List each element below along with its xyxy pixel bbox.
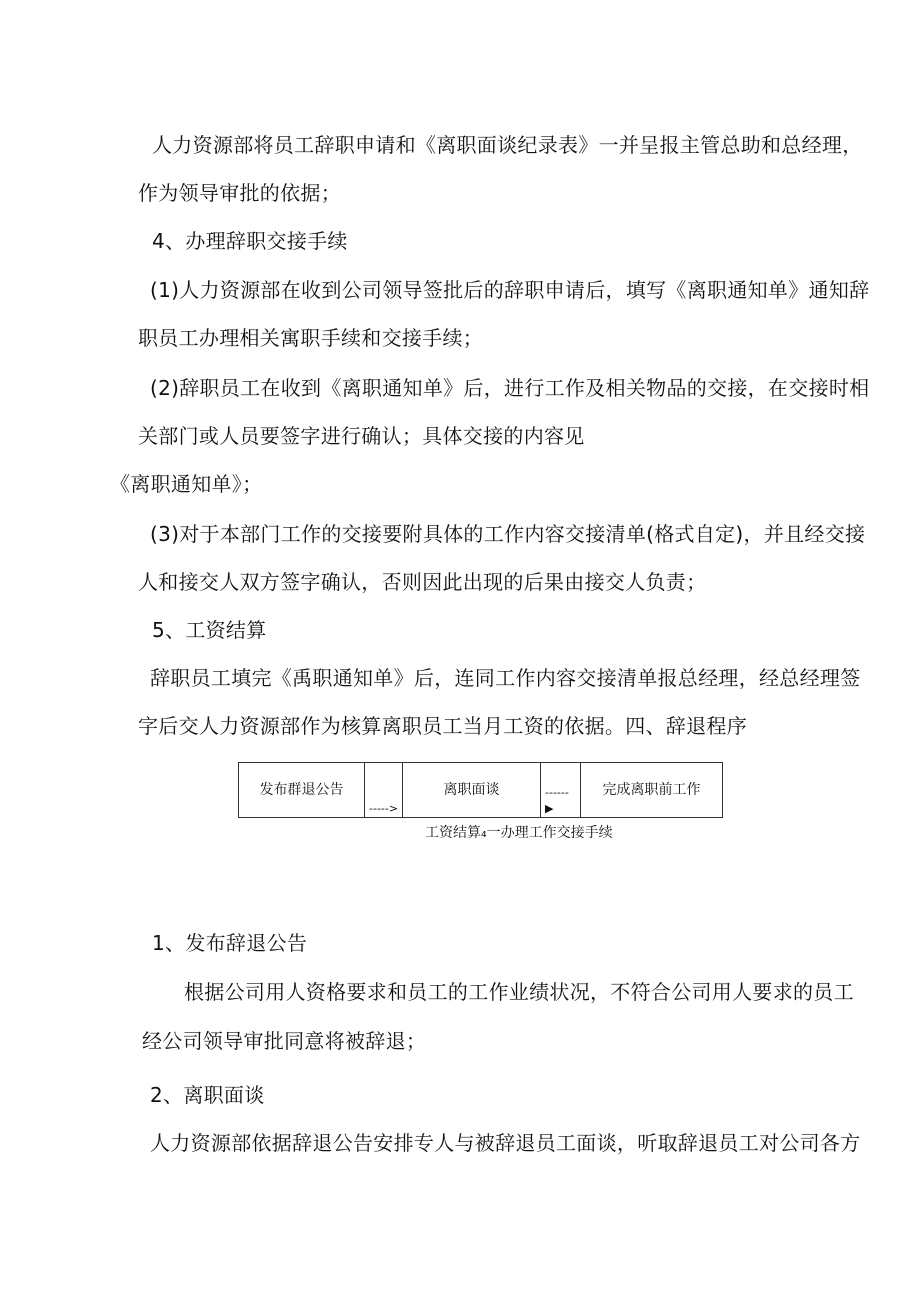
- paragraph-line: 职员工办理相关寓职手续和交接手续；: [138, 326, 484, 350]
- paragraph-line: 作为领导审批的依据；: [138, 181, 341, 205]
- paragraph-line: 根据公司用人资格要求和员工的工作业绩状况，不符合公司用人要求的员工: [184, 980, 854, 1004]
- dismissal-flowchart: [238, 762, 723, 818]
- section-heading: 1、发布辞退公告: [152, 931, 308, 955]
- paragraph-line: (1)人力资源部在收到公司领导签批后的辞职申请后，填写《离职通知单》通知辞: [150, 278, 870, 302]
- section-heading: 4、办理辞职交接手续: [152, 229, 348, 253]
- flow-step-complete-work: 完成离职前工作: [602, 782, 701, 798]
- flowchart-caption: 工资结算₄一办理工作交接手续: [425, 825, 613, 841]
- arrow-dashes: ------: [545, 786, 569, 799]
- section-heading: 5、工资结算: [152, 618, 267, 642]
- paragraph-line: 人力资源部将员工辞职申请和《离职面谈纪录表》一并呈报主管总助和总经理，: [152, 133, 863, 157]
- flow-step-interview: 离职面谈: [403, 763, 541, 817]
- flow-arrow: [365, 763, 403, 817]
- paragraph-line: 辞职员工填完《禹职通知单》后，连同工作内容交接清单报总经理，经总经理签: [150, 666, 861, 690]
- paragraph-line: 关部门或人员要签字进行确认；具体交接的内容见: [138, 424, 585, 448]
- arrow-head-icon: ▶: [545, 802, 554, 815]
- paragraph-line: (2)辞职员工在收到《离职通知单》后，进行工作及相关物品的交接，在交接时相: [150, 376, 870, 400]
- paragraph-line: 人力资源部依据辞退公告安排专人与被辞退员工面谈，听取辞退员工对公司各方: [150, 1131, 861, 1155]
- section-heading: 2、离职面谈: [150, 1083, 265, 1107]
- flow-step-announcement: 发布群退公告: [239, 763, 365, 817]
- paragraph-line: (3)对于本部门工作的交接要附具体的工作内容交接清单(格式自定)，并且经交接: [150, 522, 866, 546]
- paragraph-line: 《离职通知单》；: [110, 472, 263, 496]
- arrow-icon: ----->: [369, 802, 399, 815]
- paragraph-line: 人和接交人双方签字确认，否则因此出现的后果由接交人负责；: [138, 570, 707, 594]
- flow-arrow: [541, 763, 581, 817]
- paragraph-line: 经公司领导审批同意将被辞退；: [142, 1029, 427, 1053]
- paragraph-line: 字后交人力资源部作为核算离职员工当月工资的依据。四、辞退程序: [138, 714, 747, 738]
